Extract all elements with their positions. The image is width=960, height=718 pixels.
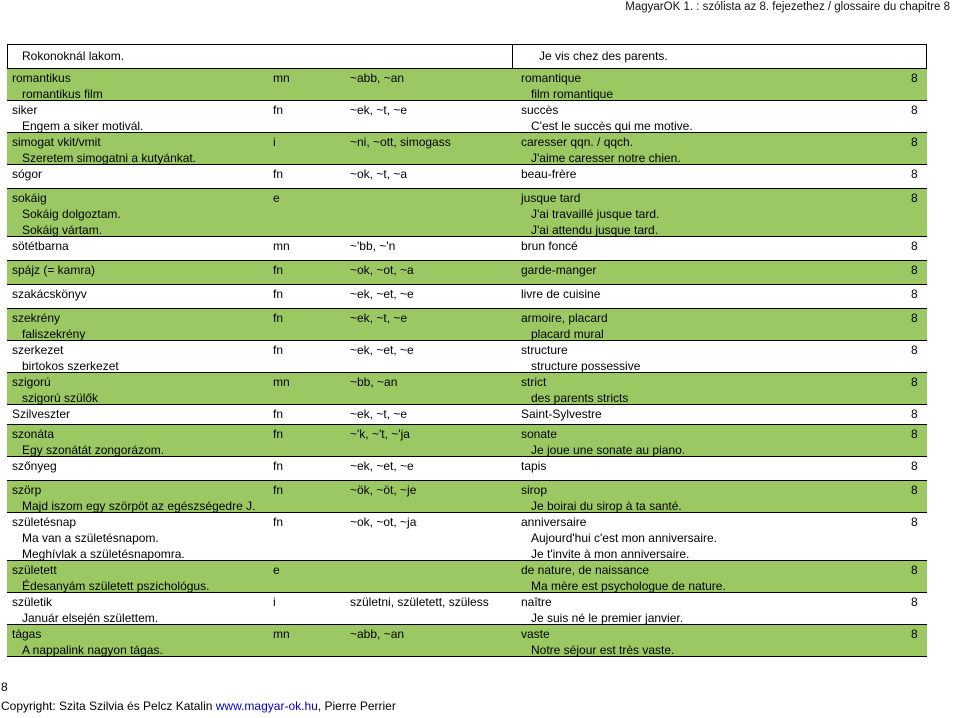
website-link[interactable]: www.magyar-ok.hu [215,699,318,713]
column-divider [926,45,927,68]
hungarian-word [12,190,121,238]
french-translation [521,238,578,254]
french-translation [521,190,659,238]
french-translation-line: sonate [521,427,558,441]
part-of-speech: e [273,563,280,577]
hungarian-word-line: szigorú [12,375,51,389]
table-row [7,625,927,657]
inflection: ~'bb, ~'n [350,239,396,253]
hungarian-word-line: sötétbarna [12,239,69,253]
chapter-number: 8 [911,263,918,277]
chapter-number: 8 [911,407,918,421]
french-translation [521,514,717,562]
chapter-number: 8 [911,167,918,181]
french-translation-line: jusque tard [521,191,581,205]
french-translation [521,594,683,626]
french-translation-line: Aujourd'hui c'est mon anniversaire. [531,531,718,545]
french-translation [521,70,613,102]
french-translation-line: Saint-Sylvestre [521,407,602,421]
hungarian-word [12,458,57,474]
chapter-number: 8 [911,627,918,641]
french-translation-line: Ma mère est psychologue de nature. [531,579,726,593]
table-row [7,425,927,457]
part-of-speech: fn [273,483,284,497]
part-of-speech: mn [273,375,290,389]
example-hungarian [22,48,124,64]
part-of-speech: mn [273,239,290,253]
french-translation [521,406,602,422]
table-row [7,261,927,285]
part-of-speech: fn [273,459,284,473]
french-translation-line: C'est le succès qui me motive. [531,119,693,133]
chapter-number: 8 [911,459,918,473]
french-translation-line: Je t'invite à mon anniversaire. [531,547,690,561]
part-of-speech: fn [273,103,284,117]
hungarian-word [12,514,185,562]
hungarian-word-line: szörp [12,483,42,497]
chapter-number: 8 [911,191,918,205]
chapter-number: 8 [911,515,918,529]
french-translation-line: des parents stricts [531,391,629,405]
inflection: ~ök, ~öt, ~je [350,483,417,497]
hungarian-word [12,374,98,406]
chapter-number: 8 [911,239,918,253]
french-translation-line: placard mural [531,327,604,341]
footer-copyright [1,699,396,713]
french-translation-line: beau-frère [521,167,577,181]
hungarian-word [12,166,42,182]
hungarian-word [12,562,209,594]
table-row [7,285,927,309]
hungarian-word-line: Majd iszom egy szörpöt az egészségedre J. [22,499,256,513]
part-of-speech: fn [273,311,284,325]
chapter-number: 8 [911,375,918,389]
page-header: MagyarOK 1. : szólista az 8. fejezethez / glossaire du chapitre 8 [625,1,950,13]
hungarian-word-line: született [12,563,57,577]
part-of-speech: fn [273,407,284,421]
hungarian-word [12,134,196,166]
part-of-speech: fn [273,167,284,181]
french-translation-line: livre de cuisine [521,287,601,301]
hungarian-word [12,70,103,102]
inflection: ~ek, ~et, ~e [350,287,414,301]
chapter-number: 8 [911,135,918,149]
hungarian-word [12,406,70,422]
inflection: ~'k, ~'t, ~'ja [350,427,410,441]
hungarian-word-line: Szilveszter [12,407,71,421]
french-translation-line: succès [521,103,559,117]
part-of-speech: fn [273,343,284,357]
chapter-number: 8 [911,343,918,357]
table-row [7,561,927,593]
example-french-line: Je vis chez des parents. [539,49,668,63]
chapter-number: 8 [911,103,918,117]
french-translation [521,374,628,406]
french-translation-line: anniversaire [521,515,587,529]
chapter-number: 8 [911,287,918,301]
column-divider [512,45,513,68]
inflection: ~ek, ~et, ~e [350,459,414,473]
hungarian-word [12,482,255,514]
part-of-speech: e [273,191,280,205]
chapter-number: 8 [911,563,918,577]
french-translation [521,458,546,474]
french-translation [521,134,681,166]
table-row [7,133,927,165]
inflection: ~ok, ~ot, ~a [350,263,414,277]
hungarian-word [12,286,87,302]
french-translation-line: caresser qqn. / qqch. [521,135,634,149]
hungarian-word [12,594,158,626]
french-translation-line: romantique [521,71,582,85]
french-translation-line: armoire, placard [521,311,608,325]
inflection: ~ok, ~ot, ~ja [350,515,417,529]
hungarian-word-line: romantikus [12,71,71,85]
inflection: ~ok, ~t, ~a [350,167,408,181]
copyright-tail: , Pierre Perrier [317,699,396,713]
hungarian-word [12,102,143,134]
french-translation [521,562,726,594]
hungarian-word [12,262,95,278]
hungarian-word [12,426,164,458]
part-of-speech: mn [273,71,290,85]
inflection: ~ek, ~t, ~e [350,407,408,421]
hungarian-word-line: Szeretem simogatni a kutyánkat. [22,151,197,165]
french-translation-line: garde-manger [521,263,597,277]
hungarian-word [12,626,163,658]
french-translation-line: vaste [521,627,550,641]
part-of-speech: fn [273,287,284,301]
column-divider [7,45,8,68]
hungarian-word-line: tágas [12,627,42,641]
table-row [7,481,927,513]
hungarian-word-line: Édesanyám született pszichológus. [22,579,210,593]
hungarian-word-line: Ma van a születésnapom. [22,531,159,545]
inflection: ~ni, ~ott, simogass [350,135,451,149]
french-translation-line: brun foncé [521,239,578,253]
french-translation [521,482,682,514]
part-of-speech: fn [273,427,284,441]
french-translation [521,286,600,302]
hungarian-word-line: szekrény [12,311,61,325]
chapter-number: 8 [911,483,918,497]
hungarian-word-line: Meghívlak a születésnapomra. [22,547,185,561]
part-of-speech: fn [273,263,284,277]
inflection: ~ek, ~et, ~e [350,343,414,357]
french-translation-line: Notre séjour est très vaste. [531,643,675,657]
french-translation [521,166,576,182]
french-translation-line: film romantique [531,87,614,101]
hungarian-word-line: Január elsején születtem. [22,611,159,625]
part-of-speech: i [273,595,276,609]
french-translation-line: J'aime caresser notre chien. [531,151,681,165]
table-row [7,309,927,341]
chapter-number: 8 [911,427,918,441]
hungarian-word-line: szakácskönyv [12,287,87,301]
example-hungarian-line: Rokonoknál lakom. [22,49,125,63]
french-translation-line: Je joue une sonate au piano. [531,443,686,457]
chapter-number: 8 [911,595,918,609]
table-row [7,513,927,561]
hungarian-word-line: romantikus film [22,87,103,101]
table-row [7,341,927,373]
hungarian-word-line: Egy szonátát zongorázom. [22,443,165,457]
hungarian-word-line: Sokáig vártam. [22,223,103,237]
hungarian-word-line: Sokáig dolgoztam. [22,207,121,221]
french-translation [521,310,608,342]
french-translation-line: structure [521,343,568,357]
table-row [7,45,927,69]
french-translation-line: Je suis né le premier janvier. [531,611,684,625]
hungarian-word-line: spájz (= kamra) [12,263,96,277]
part-of-speech: fn [273,515,284,529]
chapter-number: 8 [911,311,918,325]
hungarian-word-line: birtokos szerkezet [22,359,119,373]
french-translation-line: J'ai travaillé jusque tard. [531,207,660,221]
hungarian-word-line: szerkezet [12,343,64,357]
french-translation-line: tapis [521,459,547,473]
part-of-speech: mn [273,627,290,641]
hungarian-word-line: A nappalink nagyon tágas. [22,643,163,657]
hungarian-word [12,238,69,254]
hungarian-word-line: születik [12,595,53,609]
glossary-table [7,44,927,657]
french-translation [521,102,693,134]
hungarian-word-line: születésnap [12,515,77,529]
hungarian-word-line: szonáta [12,427,55,441]
table-row [7,593,927,625]
table-row [7,457,927,481]
french-translation-line: J'ai attendu jusque tard. [531,223,659,237]
french-translation-line: sirop [521,483,548,497]
french-translation [521,262,596,278]
hungarian-word [12,310,85,342]
page-number: 8 [1,680,8,694]
inflection: ~abb, ~an [350,71,405,85]
table-row [7,237,927,261]
inflection: ~abb, ~an [350,627,405,641]
hungarian-word [12,342,119,374]
inflection: ~ek, ~t, ~e [350,103,408,117]
french-translation-line: strict [521,375,547,389]
french-translation-line: naître [521,595,552,609]
hungarian-word-line: sógor [12,167,43,181]
french-translation [521,626,674,658]
hungarian-word-line: simogat vkit/vmit [12,135,101,149]
french-translation-line: Je boirai du sirop à ta santé. [531,499,682,513]
hungarian-word-line: Engem a siker motivál. [22,119,144,133]
inflection: ~ek, ~t, ~e [350,311,408,325]
table-row [7,189,927,237]
table-row [7,373,927,405]
chapter-number: 8 [911,71,918,85]
table-row [7,165,927,189]
french-translation-line: structure possessive [531,359,641,373]
inflection: ~bb, ~an [350,375,398,389]
example-french [539,48,668,64]
copyright-text: Copyright: Szita Szilvia és Pelcz Katalin [1,699,216,713]
hungarian-word-line: siker [12,103,38,117]
french-translation [521,342,640,374]
hungarian-word-line: szigorú szülők [22,391,99,405]
table-row [7,101,927,133]
hungarian-word-line: sokáig [12,191,47,205]
french-translation-line: de nature, de naissance [521,563,650,577]
french-translation [521,426,685,458]
part-of-speech: i [273,135,276,149]
table-row [7,405,927,425]
hungarian-word-line: szőnyeg [12,459,57,473]
hungarian-word-line: faliszekrény [22,327,86,341]
inflection: születni, született, szüless [350,595,489,609]
table-row [7,69,927,101]
